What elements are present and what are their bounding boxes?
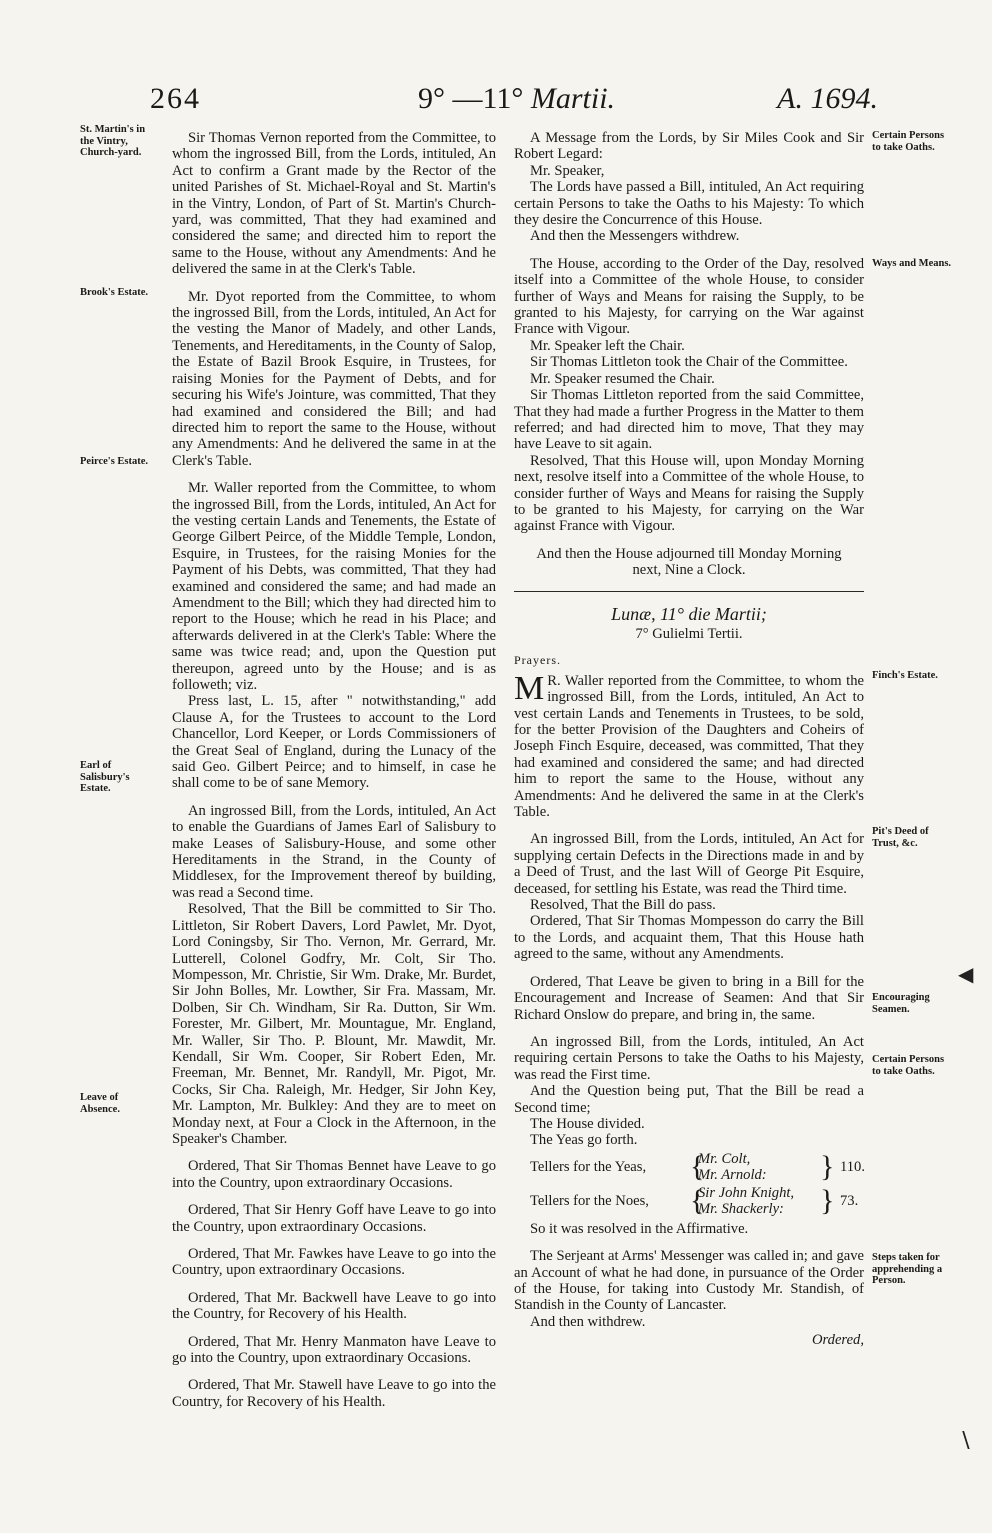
paragraph: Ordered, That Mr. Backwell have Leave to go into the Country, for Recovery of his Health.	[172, 1289, 496, 1323]
paragraph: Resolved, That the Bill be committed to Sir Tho. Littleton, Sir Robert Davers, Lord Pawlet, Mr. Dyot, Lord Coningsby, Sir Tho. Vernon, Mr. Gerrard, Mr. Lutterell, Colonel Godfry, Mr. Colt, Sir Tho. Mompesson, Mr. Christie, Sir Wm. Drake, Mr. Burdet, Sir John Bolles, Mr. Lowther, Sir Fra. Massam, Mr. Dolben, Sir Ch. Windham, Sir Ra. Dutton, Sir Wm. Forester, Mr. Gilbert, Mr. Mountague, Mr. England, Mr. Waller, Sir Tho. P. Blount, Mr. Mawdit, Mr. Kendall, Sir Wm. Cooper, Sir Robert Eden, Mr. Freeman, Mr. Bennet, Mr. Randyll, Mr. Pigot, Mr. Cocks, Sir Cha. Raleigh, Mr. Hedger, Sir John Key, Mr. Lampton, Mr. Bulkley: And they are to meet on Monday next, at Four a Clock in the Afternoon, in the Speaker's Chamber.	[172, 901, 496, 1147]
teller-name: Sir John Knight,	[698, 1184, 795, 1201]
margin-note: Leave of Absence.	[80, 1092, 120, 1115]
paragraph: An ingrossed Bill, from the Lords, intituled, An Act requiring certain Persons to take the Oaths to his Majesty, was read the First time.	[514, 1033, 864, 1083]
teller-name: Mr. Arnold:	[698, 1167, 767, 1184]
paragraph: Mr. Speaker left the Chair.	[530, 337, 685, 354]
left-column	[172, 130, 496, 1421]
header-date	[418, 82, 615, 116]
paragraph: Sir Thomas Littleton took the Chair of the Committee.	[530, 354, 848, 371]
right-column	[514, 130, 864, 1349]
paragraph: Mr. Speaker,	[530, 162, 605, 179]
paragraph: Ordered, That Sir Thomas Bennet have Leave to go into the Country, upon extraordinary Occasions.	[172, 1158, 496, 1191]
day-heading: Lunæ, 11° die Martii;	[611, 603, 767, 624]
paragraph: Sir Thomas Vernon reported from the Committee, to whom the ingrossed Bill, from the Lords, intituled, An Act to confirm a Grant made by the Rector of the united Parishes of St. Michael-Royal and St. Martin's in the Vintry, London, of Part of St. Martin's Church-yard, was committed, That they had examined and considered the same; and directed him to report the same to the House, without any Amendments: And he delivered the same in at the Clerk's Table.	[172, 130, 496, 278]
paragraph: Ordered, That Mr. Fawkes have Leave to go into the Country, upon extraordinary Occasions.	[172, 1246, 496, 1279]
regnal-year: 7° Gulielmi Tertii.	[635, 625, 743, 642]
paragraph: Ordered, That Sir Henry Goff have Leave to go into the Country, upon extraordinary Occasions.	[172, 1202, 496, 1235]
paragraph: Press last, L. 15, after " notwithstanding," add Clause A, for the Trustees to account to the Lord Chancellor, Lord Keeper, or Lords Commissioners of the Great Seal of England, during the Lunacy of the said Geo. Gilbert Peirce; and to himself, in case he shall come to be of sane Memory.	[172, 693, 496, 792]
paragraph: Resolved, That the Bill do pass.	[530, 897, 716, 914]
paragraph	[514, 669, 864, 821]
drop-cap: M	[514, 669, 545, 707]
adjournment: And then the House adjourned till Monday Morning next, Nine a Clock.	[536, 545, 842, 579]
margin-note: Certain Persons to take Oaths.	[872, 130, 945, 153]
prayers-heading: Prayers.	[514, 653, 561, 668]
paragraph: And the Question being put, That the Bill be read a Second time;	[514, 1083, 864, 1116]
brace-icon: {	[690, 1149, 705, 1183]
paragraph: A Message from the Lords, by Sir Miles Cook and Sir Robert Legard:	[514, 130, 864, 163]
paragraph: The Serjeant at Arms' Messenger was called in; and gave an Account of what he had done, in pursuance of the Order of the House, for taking into Custody Mr. Standish, of Standish in the County of Lancaster.	[514, 1248, 864, 1314]
margin-note: Pit's Deed of Trust, &c.	[872, 826, 929, 849]
tellers-label: Tellers for the Noes,	[530, 1192, 649, 1209]
paragraph: So it was resolved in the Affirmative.	[530, 1220, 749, 1237]
paragraph: Mr. Waller reported from the Committee, to whom the ingrossed Bill, from the Lords, intituled, An Act for the vesting certain Lands and Tenements, the Estate of George Gilbert Peirce, of the Middle Temple, London, Esquire, in Trustees, for the raising Monies for the Payment of his Debts, was committed, That they had examined and considered the same; and had made an Amendment to the Bill; which they had directed him to report to the House; which he read in his Place; and afterwards delivered in at the Clerk's Table: Where the same was twice read; and, upon the Question put thereupon, agreed unto by the House; and is as followeth; viz.	[172, 480, 496, 693]
paragraph: Ordered, That Mr. Henry Manmaton have Leave to go into the Country, upon extraordinary Occasions.	[172, 1333, 496, 1367]
tellers-noes	[530, 1185, 864, 1219]
brace-icon: {	[690, 1183, 705, 1217]
paragraph: Resolved, That this House will, upon Monday Morning next, resolve itself into a Committee of the whole House, to consider further of Ways and Means for raising the Supply to be granted to his Majesty, for carrying on the War against France with Vigour.	[514, 452, 864, 535]
header-date-range: 9° —11°	[418, 82, 524, 115]
tellers-label: Tellers for the Yeas,	[530, 1158, 647, 1175]
page-number: 264	[150, 82, 201, 115]
header-year: A. 1694.	[777, 82, 878, 115]
teller-name: Mr. Colt,	[698, 1150, 751, 1167]
paragraph: Sir Thomas Littleton reported from the said Committee, That they had made a further Progress in the Matter to them referred; and had directed him to move, That they may have Leave to sit again.	[514, 387, 864, 453]
division-tellers	[530, 1151, 864, 1219]
teller-names	[698, 1151, 767, 1184]
brace-icon: }	[820, 1149, 835, 1183]
paragraph: Ordered, That Leave be given to bring in a Bill for the Encouragement and Increase of Seamen: And that Sir Richard Onslow do prepare, and bring in, the same.	[514, 973, 864, 1023]
margin-note: Earl of Salisbury's Estate.	[80, 760, 130, 794]
paragraph: And then withdrew.	[530, 1313, 646, 1330]
paragraph: And then the Messengers withdrew.	[530, 228, 740, 245]
catchword: Ordered,	[811, 1332, 864, 1349]
paragraph: The House divided.	[530, 1115, 645, 1132]
paragraph: Ordered, That Mr. Stawell have Leave to go into the Country, for Recovery of his Health.	[172, 1377, 496, 1410]
tellers-yeas	[530, 1151, 864, 1185]
margin-note: Steps taken for apprehending a Person.	[872, 1252, 943, 1286]
paragraph-text: R. Waller reported from the Committee, to whom the ingrossed Bill, from the Lords, intituled, An Act to vest certain Lands and Tenements in Trustees, to be sold, for the better Provision of the Daughters and Coheirs of Joseph Finch Esquire, deceased, was committed, That they had examined and considered the same; and had directed him to report the same to the House, without any Amendments: And he delivered the same in at the Clerk's Table.	[514, 672, 864, 821]
section-divider	[514, 591, 864, 592]
paragraph: An ingrossed Bill, from the Lords, intituled, An Act to enable the Guardians of James Earl of Salisbury to make Leases of Salisbury-House, and some other Hereditaments in the Strand, in the County of Middlesex, for the Improvement thereof by building, was read a Second time.	[172, 802, 496, 901]
teller-names	[698, 1185, 794, 1218]
margin-note: Brook's Estate.	[80, 287, 149, 298]
vote-count: 73.	[840, 1192, 859, 1209]
margin-note: Finch's Estate.	[872, 670, 938, 681]
margin-note: St. Martin's in the Vintry, Church-yard.	[80, 124, 146, 158]
margin-note: Peirce's Estate.	[80, 456, 149, 467]
header-month: Martii.	[530, 82, 616, 115]
tick-mark-icon: ∖	[958, 1428, 973, 1453]
vote-count: 110.	[840, 1158, 865, 1175]
paragraph: Ordered, That Sir Thomas Mompesson do carry the Bill to the Lords, and acquaint them, That this House hath agreed to the same, without any Amendments.	[514, 913, 864, 963]
margin-note: Certain Persons to take Oaths.	[872, 1054, 945, 1077]
pointer-mark-icon: ◀	[958, 964, 974, 986]
margin-note: Encouraging Seamen.	[872, 992, 930, 1015]
paragraph: An ingrossed Bill, from the Lords, intituled, An Act for supplying certain Defects in the Directions made in and by a Deed of Trust, and the last Will of George Pit Esquire, deceased, for settling his Estate, was read the Third time.	[514, 831, 864, 897]
teller-name: Mr. Shackerly:	[698, 1201, 784, 1218]
brace-icon: }	[820, 1183, 835, 1217]
paragraph: The House, according to the Order of the Day, resolved itself into a Committee of the whole House, to consider further of Ways and Means for raising the Supply, to be granted to his Majesty, for carrying on the War against France with Vigour.	[514, 255, 864, 338]
paragraph: The Lords have passed a Bill, intituled, An Act requiring certain Persons to take the Oaths to his Majesty: To which they desire the Concurrence of this House.	[514, 179, 864, 229]
paragraph: The Yeas go forth.	[530, 1132, 638, 1149]
page-header	[150, 82, 878, 122]
margin-note: Ways and Means.	[872, 258, 952, 269]
paragraph: Mr. Dyot reported from the Committee, to whom the ingrossed Bill, from the Lords, intituled, An Act for the vesting the Manor of Madely, and other Lands, Tenements, and Hereditaments, in the County of Salop, the Estate of Bazil Brook Esquire, in Trustees, for raising Monies for the Payment of Debts, and for securing his Wife's Jointure, was committed, That they had examined and considered the Bill; and had directed him to report the same to the House, without any Amendments: And he delivered the same in at the Clerk's Table.	[172, 288, 496, 469]
paragraph: Mr. Speaker resumed the Chair.	[530, 370, 715, 387]
